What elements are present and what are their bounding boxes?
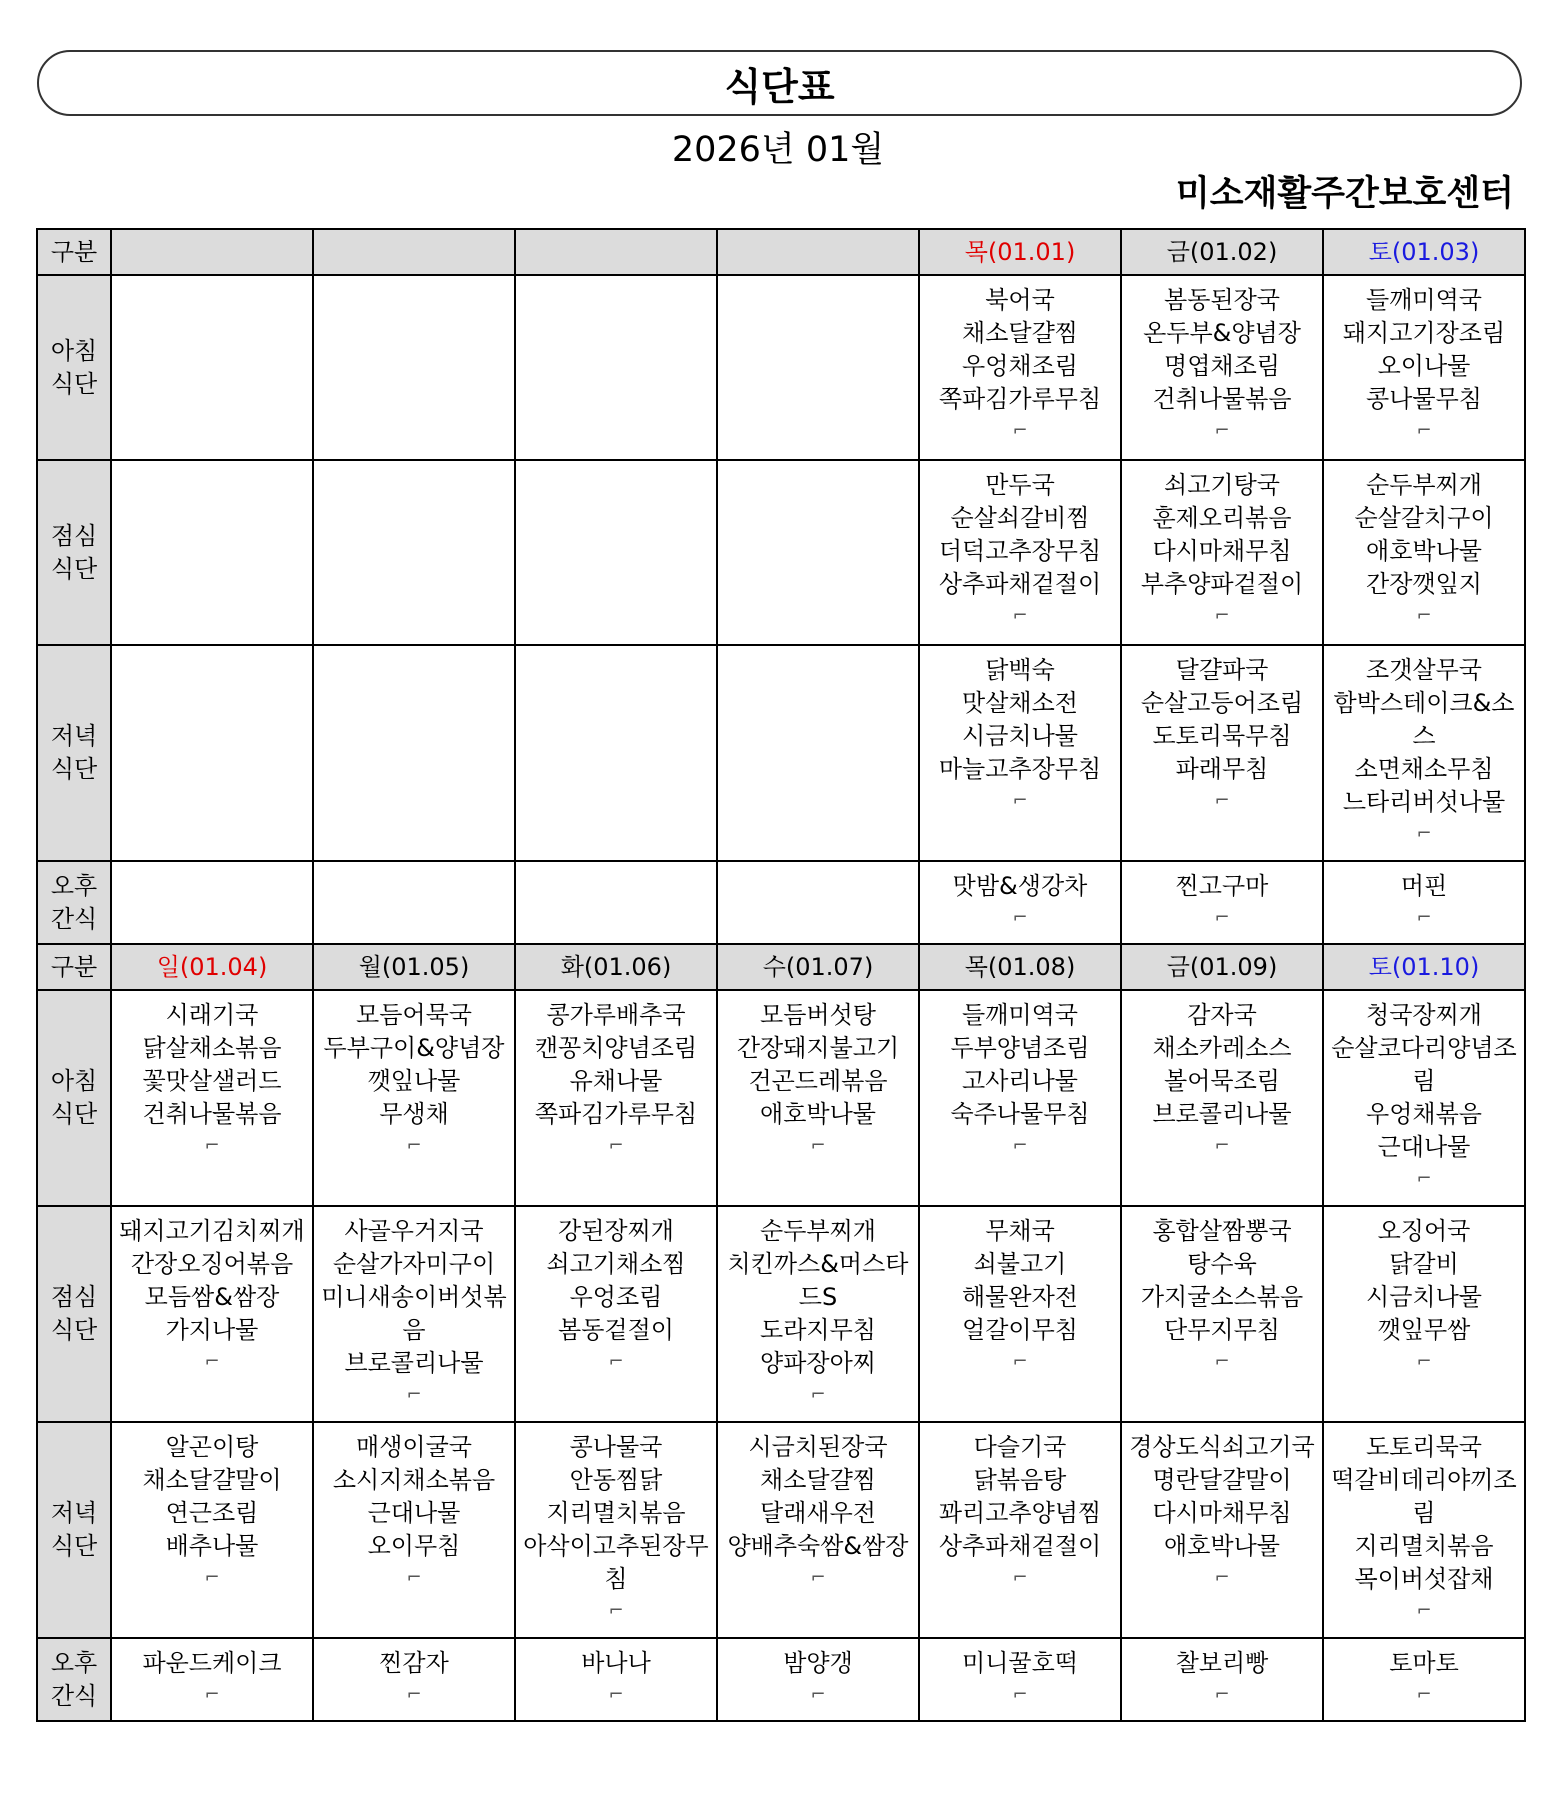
cell-marker-icon: ⌐: [204, 1567, 220, 1588]
cell-marker-icon: ⌐: [1012, 1135, 1028, 1156]
month-label: 2026년 01월: [671, 130, 885, 170]
menu-item: 단무지무침: [1164, 1316, 1280, 1344]
menu-item: 애호박나물: [1164, 1532, 1280, 1560]
menu-item: 도라지무침: [760, 1316, 876, 1344]
cell-marker-icon: ⌐: [1416, 823, 1432, 844]
menu-item: 채소달걀말이: [142, 1466, 282, 1494]
day-header: 목(01.08): [919, 944, 1121, 990]
row-label-breakfast: 아침 식단: [37, 275, 111, 460]
meal-cell: [111, 990, 313, 1206]
menu-item: 연근조림: [165, 1499, 259, 1527]
row-label-breakfast: 아침 식단: [37, 990, 111, 1206]
meal-cell: [1121, 1206, 1323, 1422]
menu-item: 모듬어묵국: [356, 1001, 472, 1029]
meal-cell: [717, 1638, 919, 1721]
menu-item: 해물완자전: [962, 1283, 1078, 1311]
menu-item: 콩나물국: [569, 1433, 663, 1461]
menu-item: 우엉조림: [569, 1283, 663, 1311]
cell-marker-icon: ⌐: [810, 1135, 826, 1156]
menu-item: 강된장찌개: [558, 1217, 674, 1245]
meal-cell: [717, 990, 919, 1206]
meal-cell: [515, 990, 717, 1206]
menu-item: 건취나물볶음: [1152, 385, 1292, 413]
week1-snack-row: [37, 861, 1525, 944]
cell-marker-icon: ⌐: [406, 1567, 422, 1588]
menu-item: 상추파채겉절이: [938, 570, 1102, 598]
meal-cell: [1121, 460, 1323, 645]
cell-marker-icon: ⌐: [1012, 907, 1028, 928]
menu-item: 마늘고추장무침: [938, 755, 1102, 783]
cell-marker-icon: ⌐: [608, 1684, 624, 1705]
meal-cell: [515, 645, 717, 861]
meal-cell: [1323, 990, 1525, 1206]
menu-item: 두부구이&양념장: [323, 1034, 505, 1062]
day-header: [313, 229, 515, 275]
cell-marker-icon: ⌐: [608, 1600, 624, 1621]
day-header-thursday-holiday: 목(01.01): [919, 229, 1121, 275]
cell-marker-icon: ⌐: [1214, 1684, 1230, 1705]
meal-cell: [919, 990, 1121, 1206]
menu-item: 채소달걀찜: [962, 319, 1078, 347]
menu-item: 찐고구마: [1175, 872, 1269, 900]
menu-item: 함박스테이크&소스: [1333, 689, 1515, 750]
menu-item: 닭살채소볶음: [142, 1034, 282, 1062]
meal-cell: [1121, 275, 1323, 460]
cell-marker-icon: ⌐: [1214, 1567, 1230, 1588]
menu-item: 순두부찌개: [760, 1217, 876, 1245]
center-name: 미소재활주간보호센터: [1175, 174, 1514, 214]
menu-item: 맛밤&생강차: [952, 872, 1088, 900]
meal-cell: [1121, 1638, 1323, 1721]
meal-cell: [1121, 990, 1323, 1206]
menu-item: 머핀: [1400, 872, 1448, 900]
menu-item: 간장오징어볶음: [130, 1250, 294, 1278]
menu-item: 모듬쌈&쌈장: [144, 1283, 280, 1311]
menu-item: 지리멸치볶음: [546, 1499, 686, 1527]
meal-cell: [313, 1638, 515, 1721]
menu-item: 떡갈비데리야끼조림: [1331, 1466, 1517, 1527]
menu-item: 쪽파김가루무침: [938, 385, 1102, 413]
meal-cell: [1323, 645, 1525, 861]
menu-item: 찰보리빵: [1175, 1649, 1269, 1677]
menu-item: 들깨미역국: [962, 1001, 1078, 1029]
menu-item: 다시마채무침: [1152, 537, 1292, 565]
menu-item: 순살갈치구이: [1354, 504, 1494, 532]
menu-item: 쪽파김가루무침: [534, 1100, 698, 1128]
menu-item: 쇠고기채소찜: [546, 1250, 686, 1278]
menu-item: 맛살채소전: [962, 689, 1078, 717]
cell-marker-icon: ⌐: [608, 1351, 624, 1372]
menu-item: 다슬기국: [973, 1433, 1067, 1461]
menu-item: 밤양갱: [783, 1649, 853, 1677]
week1-lunch-row: [37, 460, 1525, 645]
cell-marker-icon: ⌐: [1416, 605, 1432, 626]
meal-cell: [111, 1206, 313, 1422]
menu-item: 닭백숙: [985, 656, 1055, 684]
meal-cell: [111, 275, 313, 460]
menu-item: 시래기국: [165, 1001, 259, 1029]
meal-cell: [1121, 861, 1323, 944]
menu-item: 애호박나물: [1366, 537, 1482, 565]
cell-marker-icon: ⌐: [1416, 1168, 1432, 1189]
meal-cell: [717, 645, 919, 861]
meal-cell: [515, 460, 717, 645]
menu-item: 더덕고추장무침: [938, 537, 1102, 565]
day-header-sunday: 일(01.04): [111, 944, 313, 990]
meal-cell: [515, 275, 717, 460]
menu-item: 양배추숙쌈&쌈장: [727, 1532, 909, 1560]
menu-item: 오이무침: [367, 1532, 461, 1560]
day-header: 화(01.06): [515, 944, 717, 990]
menu-item: 상추파채겉절이: [938, 1532, 1102, 1560]
week2-header-row: [37, 944, 1525, 990]
day-header: [717, 229, 919, 275]
menu-item: 아삭이고추된장무침: [523, 1532, 709, 1593]
menu-item: 가지굴소스볶음: [1140, 1283, 1304, 1311]
meal-cell: [1323, 861, 1525, 944]
day-header: [111, 229, 313, 275]
meal-cell: [313, 861, 515, 944]
menu-item: 콩가루배추국: [546, 1001, 686, 1029]
meal-cell: [313, 1206, 515, 1422]
menu-item: 소시지채소볶음: [332, 1466, 496, 1494]
menu-item: 건곤드레볶음: [748, 1067, 888, 1095]
menu-item: 간장깻잎지: [1366, 570, 1482, 598]
menu-item: 양파장아찌: [760, 1349, 876, 1377]
cell-marker-icon: ⌐: [1012, 1351, 1028, 1372]
menu-item: 순살쇠갈비찜: [950, 504, 1090, 532]
day-header: 수(01.07): [717, 944, 919, 990]
menu-item: 도토리묵무침: [1152, 722, 1292, 750]
meal-cell: [313, 1422, 515, 1638]
menu-item: 우엉채조림: [962, 352, 1078, 380]
menu-item: 사골우거지국: [344, 1217, 484, 1245]
meal-cell: [1323, 1638, 1525, 1721]
cell-marker-icon: ⌐: [204, 1135, 220, 1156]
menu-item: 훈제오리볶음: [1152, 504, 1292, 532]
menu-item: 파래무침: [1175, 755, 1269, 783]
cell-marker-icon: ⌐: [204, 1684, 220, 1705]
menu-item: 닭갈비: [1389, 1250, 1459, 1278]
cell-marker-icon: ⌐: [1416, 1684, 1432, 1705]
cell-marker-icon: ⌐: [1416, 1351, 1432, 1372]
menu-item: 오이나물: [1377, 352, 1471, 380]
meal-cell: [111, 861, 313, 944]
menu-item: 소면채소무침: [1354, 755, 1494, 783]
meal-cell: [1323, 1206, 1525, 1422]
menu-item: 치킨까스&머스타드S: [727, 1250, 909, 1311]
meal-cell: [111, 1422, 313, 1638]
menu-item: 순살코다리양념조림: [1331, 1034, 1517, 1095]
cell-marker-icon: ⌐: [1214, 790, 1230, 811]
week1-dinner-row: [37, 645, 1525, 861]
cell-marker-icon: ⌐: [1012, 1684, 1028, 1705]
cell-marker-icon: ⌐: [1012, 790, 1028, 811]
row-label-dinner: 저녁 식단: [37, 645, 111, 861]
menu-item: 볼어묵조림: [1164, 1067, 1280, 1095]
menu-item: 브로콜리나물: [344, 1349, 484, 1377]
cell-marker-icon: ⌐: [1214, 1135, 1230, 1156]
category-header: 구분: [37, 229, 111, 275]
menu-item: 토마토: [1389, 1649, 1459, 1677]
cell-marker-icon: ⌐: [204, 1351, 220, 1372]
meal-table: [36, 228, 1526, 1722]
menu-item: 근대나물: [367, 1499, 461, 1527]
menu-item: 시금치나물: [962, 722, 1078, 750]
meal-cell: [313, 460, 515, 645]
menu-item: 쇠불고기: [973, 1250, 1067, 1278]
meal-cell: [1323, 460, 1525, 645]
meal-cell: [111, 460, 313, 645]
cell-marker-icon: ⌐: [1416, 1600, 1432, 1621]
menu-item: 홍합살짬뽕국: [1152, 1217, 1292, 1245]
menu-item: 오징어국: [1377, 1217, 1471, 1245]
meal-cell: [717, 460, 919, 645]
meal-cell: [1121, 1422, 1323, 1638]
menu-item: 채소달걀찜: [760, 1466, 876, 1494]
day-header-saturday: 토(01.03): [1323, 229, 1525, 275]
meal-cell: [919, 645, 1121, 861]
menu-item: 고사리나물: [962, 1067, 1078, 1095]
meal-cell: [1121, 645, 1323, 861]
day-header: 월(01.05): [313, 944, 515, 990]
menu-item: 조갯살무국: [1366, 656, 1482, 684]
meal-cell: [111, 1638, 313, 1721]
menu-item: 시금치나물: [1366, 1283, 1482, 1311]
menu-item: 지리멸치볶음: [1354, 1532, 1494, 1560]
day-header-saturday: 토(01.10): [1323, 944, 1525, 990]
cell-marker-icon: ⌐: [406, 1384, 422, 1405]
row-label-lunch: 점심 식단: [37, 1206, 111, 1422]
menu-item: 콩나물무침: [1366, 385, 1482, 413]
meal-cell: [313, 645, 515, 861]
menu-item: 온두부&양념장: [1143, 319, 1301, 347]
day-header: 금(01.02): [1121, 229, 1323, 275]
meal-cell: [717, 1206, 919, 1422]
menu-item: 유채나물: [569, 1067, 663, 1095]
meal-cell: [919, 275, 1121, 460]
menu-item: 다시마채무침: [1152, 1499, 1292, 1527]
cell-marker-icon: ⌐: [1012, 605, 1028, 626]
menu-item: 우엉채볶음: [1366, 1100, 1482, 1128]
menu-item: 들깨미역국: [1366, 286, 1482, 314]
menu-item: 꽈리고추양념찜: [938, 1499, 1102, 1527]
cell-marker-icon: ⌐: [1416, 420, 1432, 441]
cell-marker-icon: ⌐: [406, 1684, 422, 1705]
menu-item: 캔꽁치양념조림: [534, 1034, 698, 1062]
week2-breakfast-row: [37, 990, 1525, 1206]
meal-cell: [1323, 275, 1525, 460]
menu-item: 목이버섯잡채: [1354, 1565, 1494, 1593]
menu-item: 두부양념조림: [950, 1034, 1090, 1062]
menu-item: 순살고등어조림: [1140, 689, 1304, 717]
menu-item: 배추나물: [165, 1532, 259, 1560]
meal-cell: [919, 861, 1121, 944]
week1-breakfast-row: [37, 275, 1525, 460]
cell-marker-icon: ⌐: [406, 1135, 422, 1156]
menu-item: 미니새송이버섯볶음: [321, 1283, 507, 1344]
day-header: [515, 229, 717, 275]
meal-cell: [515, 1422, 717, 1638]
menu-item: 부추양파겉절이: [1140, 570, 1304, 598]
menu-item: 봄동겉절이: [558, 1316, 674, 1344]
menu-item: 명란달걀말이: [1152, 1466, 1292, 1494]
menu-item: 매생이굴국: [356, 1433, 472, 1461]
meal-cell: [313, 990, 515, 1206]
menu-item: 브로콜리나물: [1152, 1100, 1292, 1128]
menu-item: 애호박나물: [760, 1100, 876, 1128]
menu-item: 안동찜닭: [569, 1466, 663, 1494]
menu-item: 봄동된장국: [1164, 286, 1280, 314]
menu-item: 만두국: [985, 471, 1055, 499]
meal-cell: [919, 1206, 1121, 1422]
menu-item: 명엽채조림: [1164, 352, 1280, 380]
menu-item: 도토리묵국: [1366, 1433, 1482, 1461]
meal-cell: [717, 861, 919, 944]
menu-item: 건취나물볶음: [142, 1100, 282, 1128]
menu-item: 미니꿀호떡: [962, 1649, 1078, 1677]
menu-item: 간장돼지불고기: [736, 1034, 900, 1062]
cell-marker-icon: ⌐: [1012, 1567, 1028, 1588]
menu-item: 돼지고기장조림: [1342, 319, 1506, 347]
menu-item: 쇠고기탕국: [1164, 471, 1280, 499]
cell-marker-icon: ⌐: [1012, 420, 1028, 441]
menu-item: 닭볶음탕: [973, 1466, 1067, 1494]
menu-item: 얼갈이무침: [962, 1316, 1078, 1344]
menu-item: 무채국: [985, 1217, 1055, 1245]
meal-cell: [717, 275, 919, 460]
week2-lunch-row: [37, 1206, 1525, 1422]
day-header: 금(01.09): [1121, 944, 1323, 990]
menu-item: 돼지고기김치찌개: [119, 1217, 305, 1245]
cell-marker-icon: ⌐: [810, 1684, 826, 1705]
menu-item: 경상도식쇠고기국: [1129, 1433, 1315, 1461]
menu-item: 모듬버섯탕: [760, 1001, 876, 1029]
menu-item: 시금치된장국: [748, 1433, 888, 1461]
week2-dinner-row: [37, 1422, 1525, 1638]
meal-cell: [515, 861, 717, 944]
menu-item: 청국장찌개: [1366, 1001, 1482, 1029]
menu-item: 달걀파국: [1175, 656, 1269, 684]
row-label-snack: 오후 간식: [37, 1638, 111, 1721]
cell-marker-icon: ⌐: [1214, 420, 1230, 441]
meal-cell: [111, 645, 313, 861]
meal-cell: [919, 1638, 1121, 1721]
page-title: 식단표: [37, 50, 1522, 116]
menu-item: 깻잎나물: [367, 1067, 461, 1095]
menu-item: 순두부찌개: [1366, 471, 1482, 499]
cell-marker-icon: ⌐: [1214, 907, 1230, 928]
menu-item: 채소카레소스: [1152, 1034, 1292, 1062]
menu-item: 순살가자미구이: [332, 1250, 496, 1278]
meal-cell: [313, 275, 515, 460]
meal-cell: [919, 1422, 1121, 1638]
meal-cell: [1323, 1422, 1525, 1638]
meal-cell: [515, 1206, 717, 1422]
menu-item: 탕수육: [1187, 1250, 1257, 1278]
menu-item: 느타리버섯나물: [1342, 788, 1506, 816]
row-label-snack: 오후 간식: [37, 861, 111, 944]
meal-cell: [919, 460, 1121, 645]
meal-cell: [717, 1422, 919, 1638]
menu-item: 파운드케이크: [142, 1649, 282, 1677]
menu-item: 북어국: [985, 286, 1055, 314]
menu-item: 무생채: [379, 1100, 449, 1128]
cell-marker-icon: ⌐: [810, 1384, 826, 1405]
week1-header-row: [37, 229, 1525, 275]
cell-marker-icon: ⌐: [1416, 907, 1432, 928]
menu-item: 바나나: [581, 1649, 651, 1677]
menu-item: 달래새우전: [760, 1499, 876, 1527]
cell-marker-icon: ⌐: [1214, 605, 1230, 626]
menu-item: 근대나물: [1377, 1133, 1471, 1161]
meal-cell: [515, 1638, 717, 1721]
menu-item: 찐감자: [379, 1649, 449, 1677]
menu-item: 꽃맛살샐러드: [142, 1067, 282, 1095]
menu-item: 감자국: [1187, 1001, 1257, 1029]
cell-marker-icon: ⌐: [608, 1135, 624, 1156]
row-label-dinner: 저녁 식단: [37, 1422, 111, 1638]
menu-item: 숙주나물무침: [950, 1100, 1090, 1128]
cell-marker-icon: ⌐: [810, 1567, 826, 1588]
menu-item: 가지나물: [165, 1316, 259, 1344]
category-header: 구분: [37, 944, 111, 990]
cell-marker-icon: ⌐: [1214, 1351, 1230, 1372]
week2-snack-row: [37, 1638, 1525, 1721]
row-label-lunch: 점심 식단: [37, 460, 111, 645]
menu-item: 깻잎무쌈: [1377, 1316, 1471, 1344]
menu-item: 알곤이탕: [165, 1433, 259, 1461]
